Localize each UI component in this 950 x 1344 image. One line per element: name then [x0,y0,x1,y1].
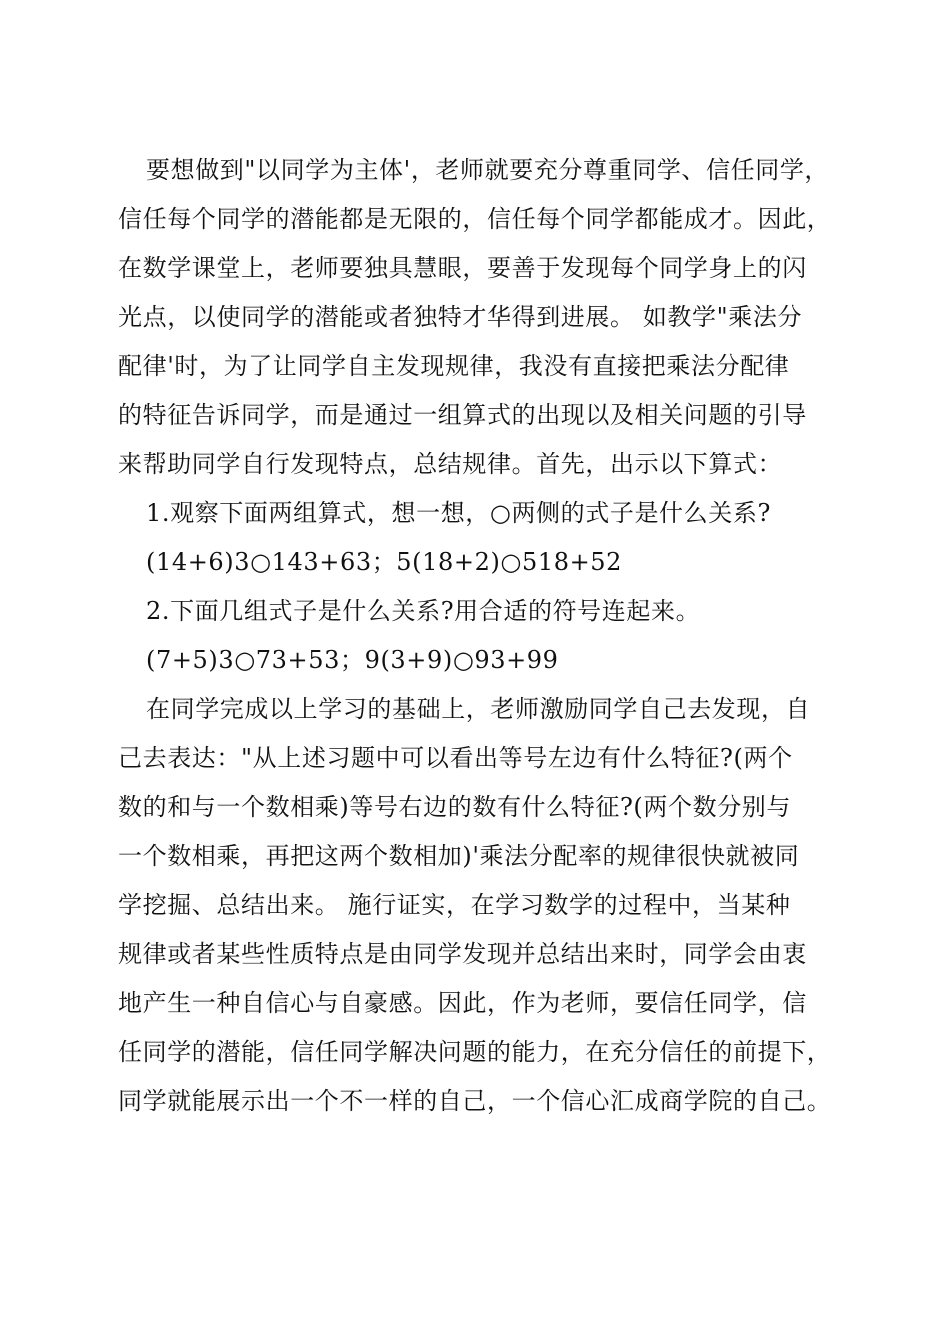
text-line: 来帮助同学自行发现特点，总结规律。首先，出示以下算式： [118,450,783,478]
text-line: 1.观察下面两组算式，想一想，○两侧的式子是什么关系? [146,499,771,527]
text-line: 地产生一种自信心与自豪感。因此，作为老师，要信任同学，信 [118,989,807,1017]
text-line: (7+5)3○73+53；9(3+9)○93+99 [146,646,559,674]
text-line: 在同学完成以上学习的基础上，老师激励同学自己去发现，自 [146,695,811,723]
text-line: 要想做到"以同学为主体'，老师就要充分尊重同学、信任同学， [146,156,830,184]
text-line: 己去表达："从上述习题中可以看出等号左边有什么特征?(两个 [118,744,793,772]
text-line: 一个数相乘，再把这两个数相加)'乘法分配率的规律很快就被同 [118,842,800,870]
text-line: 规律或者某些性质特点是由同学发现并总结出来时，同学会由衷 [118,940,807,968]
text-line: (14+6)3○143+63；5(18+2)○518+52 [146,548,623,576]
text-line: 任同学的潜能，信任同学解决问题的能力，在充分信任的前提下， [118,1038,832,1066]
text-line: 在数学课堂上，老师要独具慧眼，要善于发现每个同学身上的闪 [118,254,807,282]
text-line: 的特征告诉同学，而是通过一组算式的出现以及相关问题的引导 [118,401,807,429]
text-line: 配律'时，为了让同学自主发现规律，我没有直接把乘法分配律 [118,352,790,380]
text-line: 学挖掘、总结出来。 施行证实，在学习数学的过程中，当某种 [118,891,791,919]
text-line: 同学就能展示出一个不一样的自己，一个信心汇成商学院的自己。 [118,1087,832,1115]
text-line: 信任每个同学的潜能都是无限的，信任每个同学都能成才。因此， [118,205,832,233]
body-text [118,146,858,1126]
text-line: 光点，以使同学的潜能或者独特才华得到进展。 如教学"乘法分 [118,303,803,331]
text-line: 数的和与一个数相乘)等号右边的数有什么特征?(两个数分别与 [118,793,791,821]
text-line: 2.下面几组式子是什么关系?用合适的符号连起来。 [146,597,701,625]
